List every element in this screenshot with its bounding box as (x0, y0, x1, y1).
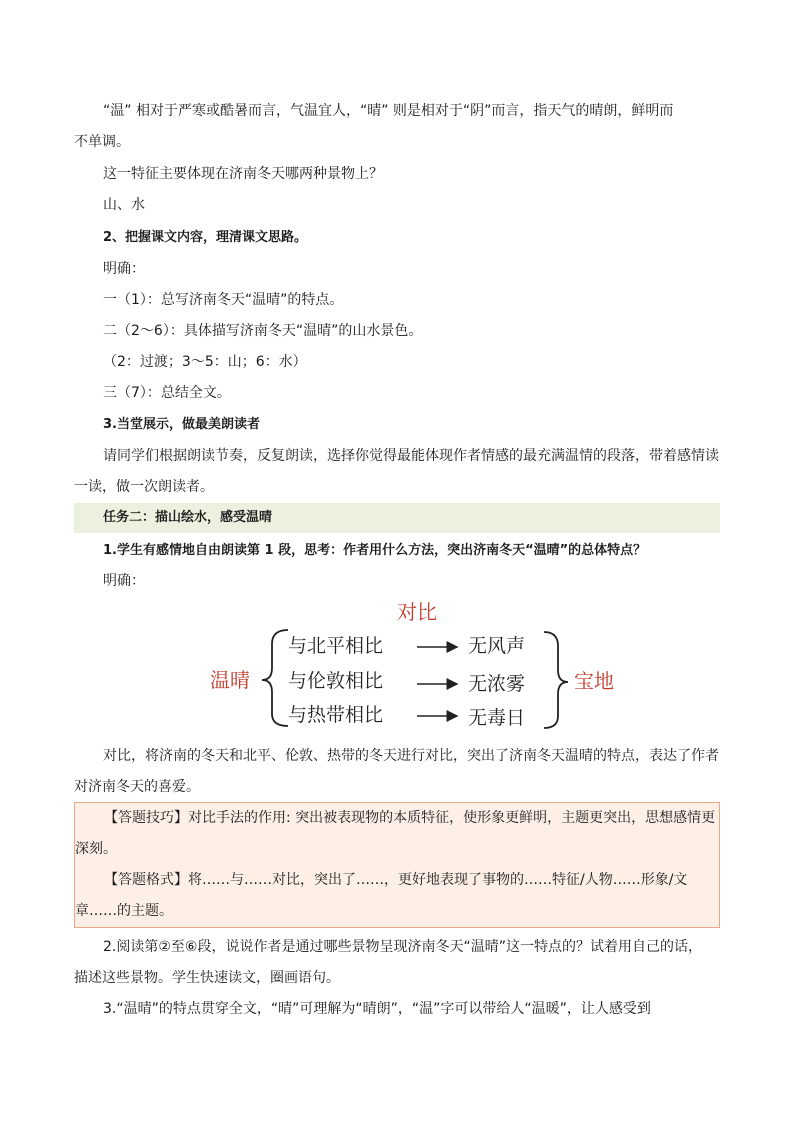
contrast-line-2: 对济南冬天的喜爱。 (74, 779, 200, 795)
section3-body-line-2: 一读，做一次朗读者。 (74, 479, 214, 495)
row-2-right: 无浓雾 (468, 673, 526, 695)
row-3-right: 无毒日 (468, 707, 526, 729)
intro-question: 这一特征主要体现在济南冬天哪两种景物上？ (103, 166, 383, 182)
tip-skill-line-1: 【答题技巧】对比手法的作用: 突出被表现物的本质特征，使形象更鲜明，主题更突出，思想感情更 (104, 810, 716, 826)
left-brace (262, 630, 288, 726)
section2-item-2: 二（2～6）：具体描写济南冬天“温晴”的山水景色。 (103, 323, 423, 339)
row-1-right: 无风声 (468, 635, 526, 657)
q1-clarify: 明确： (103, 573, 145, 589)
q1-text: 1.学生有感情地自由朗读第 1 段，思考：作者用什么方法，突出济南冬天“温晴”的总体特点？ (103, 543, 647, 558)
section2-item-1: 一（1）：总写济南冬天“温晴”的特点。 (103, 292, 344, 308)
answer-tips-box (74, 802, 720, 928)
intro-line-1: “温” 相对于严寒或酷暑而言，气温宜人，“晴” 则是相对于“阴”而言，指天气的晴朗，鲜明而 (103, 103, 674, 119)
row-1-left: 与北平相比 (288, 635, 384, 657)
row-2-left: 与伦敦相比 (288, 670, 384, 692)
section2-item-2-sub: （2：过渡；3～5：山；6：水） (103, 354, 307, 370)
task2-title: 任务二：描山绘水，感受温晴 (103, 510, 273, 525)
intro-line-2: 不单调。 (74, 134, 130, 150)
row-3-left: 与热带相比 (288, 704, 384, 726)
diagram-top-label: 对比 (397, 600, 437, 624)
tip-format-line-1: 【答题格式】将……与……对比，突出了……，更好地表现了事物的……特征/人物……形象/文 (104, 872, 688, 888)
right-brace (544, 632, 568, 728)
tip-format-line-2: 章……的主题。 (75, 903, 173, 919)
tip-skill-line-2: 深刻。 (75, 841, 117, 857)
q2-line-1: 2.阅读第②至⑥段，说说作者是通过哪些景物呈现济南冬天“温晴”这一特点的？试着用自己的话， (103, 939, 702, 955)
contrast-line-1: 对比，将济南的冬天和北平、伦敦、热带的冬天进行对比，突出了济南冬天温晴的特点，表达了作者 (103, 748, 719, 764)
diagram-left-label: 温晴 (210, 668, 250, 692)
section2-heading: 2、把握课文内容，理清课文思路。 (103, 230, 308, 245)
diagram-right-label: 宝地 (574, 669, 614, 693)
section2-clarify: 明确： (103, 261, 145, 277)
q3-line-1: 3.“温晴”的特点贯穿全文，“晴”可理解为“晴朗”，“温”字可以带给人“温暖”，让人感受到 (103, 1001, 651, 1017)
section3-body-line-1: 请同学们根据朗读节奏，反复朗读，选择你觉得最能体现作者情感的最充满温情的段落，带着感情读 (103, 448, 719, 464)
section2-item-3: 三（7）：总结全文。 (103, 385, 231, 401)
intro-answer: 山、水 (103, 197, 145, 213)
section3-heading: 3.当堂展示，做最美朗读者 (103, 417, 260, 432)
q2-line-2: 描述这些景物。学生快速读文，圈画语句。 (74, 970, 340, 986)
